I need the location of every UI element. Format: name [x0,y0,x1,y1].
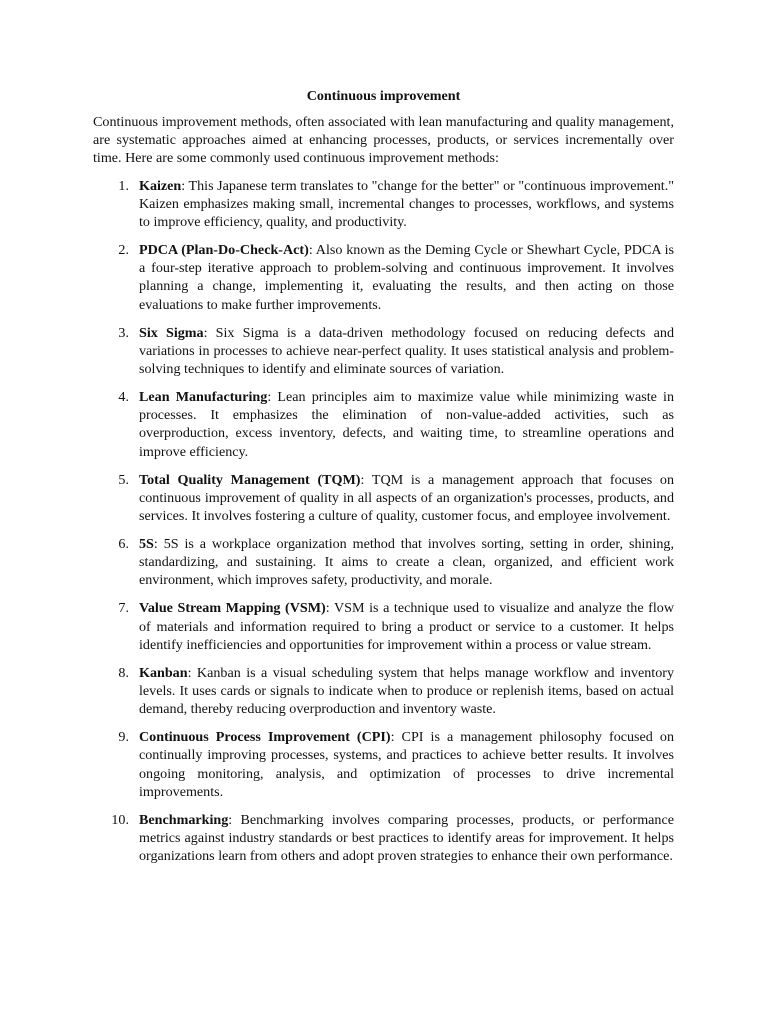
list-item-number: 2. [118,242,129,259]
method-description: : Also known as the Deming Cycle or Shewhart Cycle, PDCA is a four-step iterative approach to problem-solving and continuous improvement. It involves planning a change, implementing it, evaluating the results, and then acting on those evaluations to make further improvements. [139,242,675,313]
list-item [93,177,674,232]
method-name: PDCA (Plan-Do-Check-Act) [139,242,309,259]
list-item-number: 8. [118,664,129,681]
list-item [93,324,674,379]
document-page [93,86,674,875]
method-name: Benchmarking [139,811,229,828]
list-item [93,535,674,590]
method-description: : 5S is a workplace organization method that involves sorting, setting in order, shining, standardizing, and sustaining. It aims to create a clean, organized, and efficient work environment, which improves safety, productivity, and morale. [139,536,674,589]
list-item-number: 4. [118,389,129,406]
method-name: Total Quality Management (TQM) [139,471,361,488]
method-description: : TQM is a management approach that focuses on continuous improvement of quality in all aspects of an organization's processes, products, and services. It involves fostering a culture of quality, customer focus, and employee involvement. [139,471,675,525]
list-item-number: 3. [118,324,129,341]
list-item-number: 1. [118,177,129,194]
methods-list [93,177,674,866]
list-item [93,664,674,719]
list-item [93,728,674,801]
method-name: Kaizen [139,177,182,194]
method-name: 5S [139,536,154,553]
method-description: : Six Sigma is a data-driven methodology focused on reducing defects and variations in processes to achieve near-perfect quality. It uses statistical analysis and problem-solving techniques to identify and eliminate sources of variation. [139,324,674,378]
list-item-number: 6. [118,536,129,553]
list-item-number: 10. [111,811,129,828]
list-item [93,471,674,526]
method-name: Lean Manufacturing [139,389,268,406]
method-description: : Lean principles aim to maximize value while minimizing waste in processes. It emphasizes the elimination of non-value-added activities, such as overproduction, excess inventory, defects, and waiting time, to streamline operations and improve efficiency. [139,389,674,460]
method-name: Value Stream Mapping (VSM) [139,600,326,617]
document-title: Continuous improvement [306,88,461,104]
list-item [93,811,674,866]
list-item-number: 5. [118,471,129,488]
list-item [93,599,674,654]
list-item-number: 9. [118,729,129,746]
method-name: Six Sigma [139,324,204,341]
list-item [93,241,674,314]
list-item [93,388,674,461]
intro-paragraph: Continuous improvement methods, often associated with lean manufacturing and quality management, are systematic approaches aimed at enhancing processes, products, or services incrementally over time. Here are some commonly used continuous improvement methods: [93,114,674,167]
method-description: : This Japanese term translates to "change for the better" or "continuous improvement." Kaizen emphasizes making small, incremental changes to processes, workflows, and systems to improve efficiency, quality, and productivity. [139,177,674,231]
list-item-number: 7. [118,600,129,617]
method-description: : CPI is a management philosophy focused on continually improving processes, systems, and practices to achieve better results. It involves ongoing monitoring, analysis, and optimization of processes to drive incremental improvements. [139,729,674,800]
method-description: : VSM is a technique used to visualize and analyze the flow of materials and information required to bring a product or service to a customer. It helps identify inefficiencies and opportunities for improvement within a process or value stream. [139,600,674,653]
method-name: Continuous Process Improvement (CPI) [139,729,391,746]
method-description: : Kanban is a visual scheduling system that helps manage workflow and inventory levels. It uses cards or signals to indicate when to produce or replenish items, based on actual demand, thereby reducing overproduction and inventory waste. [139,664,674,718]
method-name: Kanban [139,664,188,681]
method-description: : Benchmarking involves comparing processes, products, or performance metrics against industry standards or best practices to identify areas for improvement. It helps organizations learn from others and adopt proven strategies to enhance their own performance. [139,811,674,865]
